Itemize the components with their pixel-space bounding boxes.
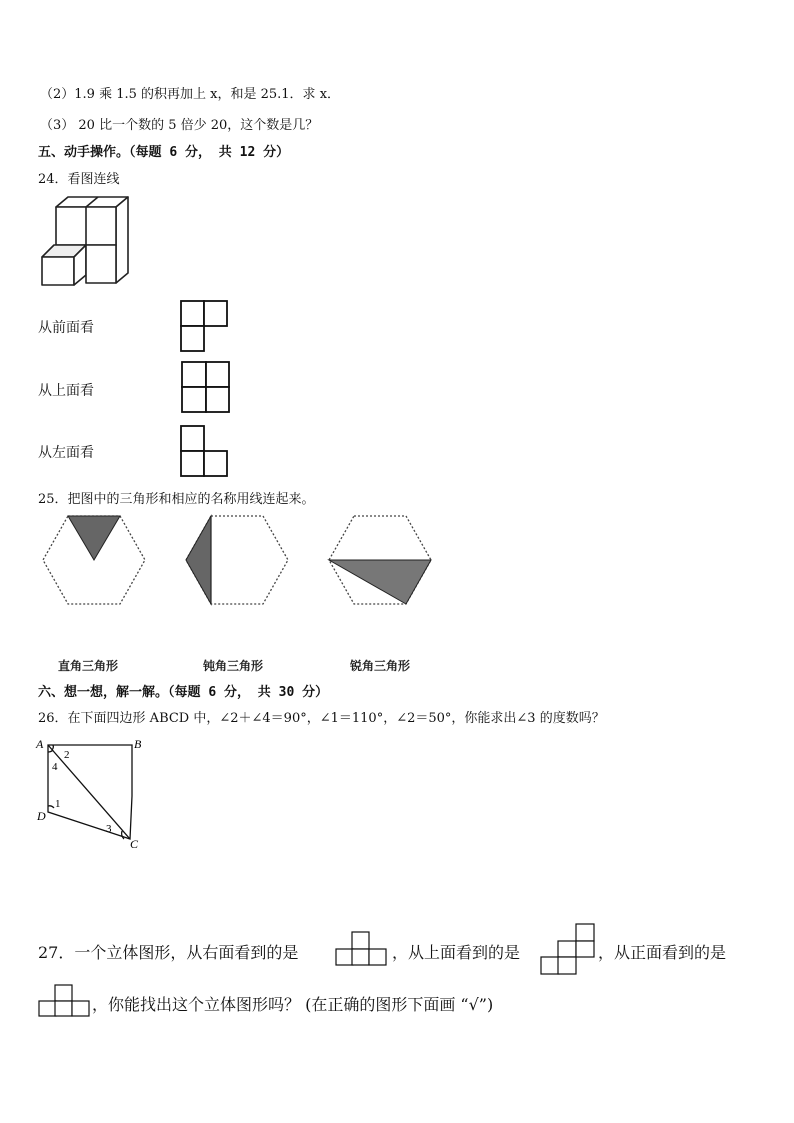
triangle-shaded-2: [186, 516, 211, 604]
section5-heading: 五、动手操作。（每题 6 分， 共 12 分）: [38, 145, 290, 160]
q24-title: 24．看图连线: [38, 172, 120, 187]
q27-top-view-shape: [540, 923, 596, 975]
name-obtuse-triangle: 钝角三角形: [203, 659, 264, 673]
q23-part3: （3） 20 比一个数的 5 倍少 20，这个数是几？: [40, 118, 319, 133]
quadrilateral-abcd: [36, 736, 156, 852]
view-front-shape: [180, 300, 230, 352]
q27-part-b: ，从上面看到的是: [392, 943, 521, 962]
label-C: C: [130, 837, 139, 851]
angle-label-3: 3: [106, 823, 112, 835]
view-label-left: 从左面看: [38, 445, 94, 461]
q24-cube-figure: [38, 195, 138, 290]
q23-part2: （2）1.9 乘 1.5 的积再加上 x，和是 25.1．求 x．: [40, 87, 341, 102]
hexagon-1: [42, 515, 146, 605]
label-A: A: [36, 737, 44, 751]
angle-label-1: 1: [55, 798, 61, 810]
section6-heading: 六、想一想，解一解。（每题 6 分， 共 30 分）: [38, 685, 329, 700]
label-D: D: [37, 809, 46, 823]
name-right-triangle: 直角三角形: [58, 659, 119, 673]
q27-part-d: ，你能找出这个立体图形吗？ (在正确的图形下面画 “√”): [92, 995, 494, 1014]
q27-part-c: ，从正面看到的是: [598, 943, 727, 962]
hexagon-3: [328, 515, 432, 605]
view-label-top: 从上面看: [38, 383, 94, 399]
angle-label-2: 2: [64, 749, 70, 761]
view-label-front: 从前面看: [38, 320, 94, 336]
q27-front-view-shape: [38, 984, 92, 1018]
q25-title: 25．把图中的三角形和相应的名称用线连起来。: [38, 492, 315, 507]
angle-label-4: 4: [52, 761, 58, 773]
view-top-shape: [181, 361, 231, 414]
name-acute-triangle: 锐角三角形: [350, 659, 411, 673]
q27-right-view-shape: [335, 931, 389, 967]
q27-part-a: 27．一个立体图形，从右面看到的是: [38, 943, 299, 962]
label-B: B: [134, 737, 142, 751]
hexagon-2: [185, 515, 289, 605]
view-left-shape: [180, 425, 230, 477]
q26-text: 26．在下面四边形 ABCD 中，∠2＋∠4＝90°，∠1＝110°，∠2＝50°，你能求出∠3 的度数吗？: [38, 711, 605, 726]
